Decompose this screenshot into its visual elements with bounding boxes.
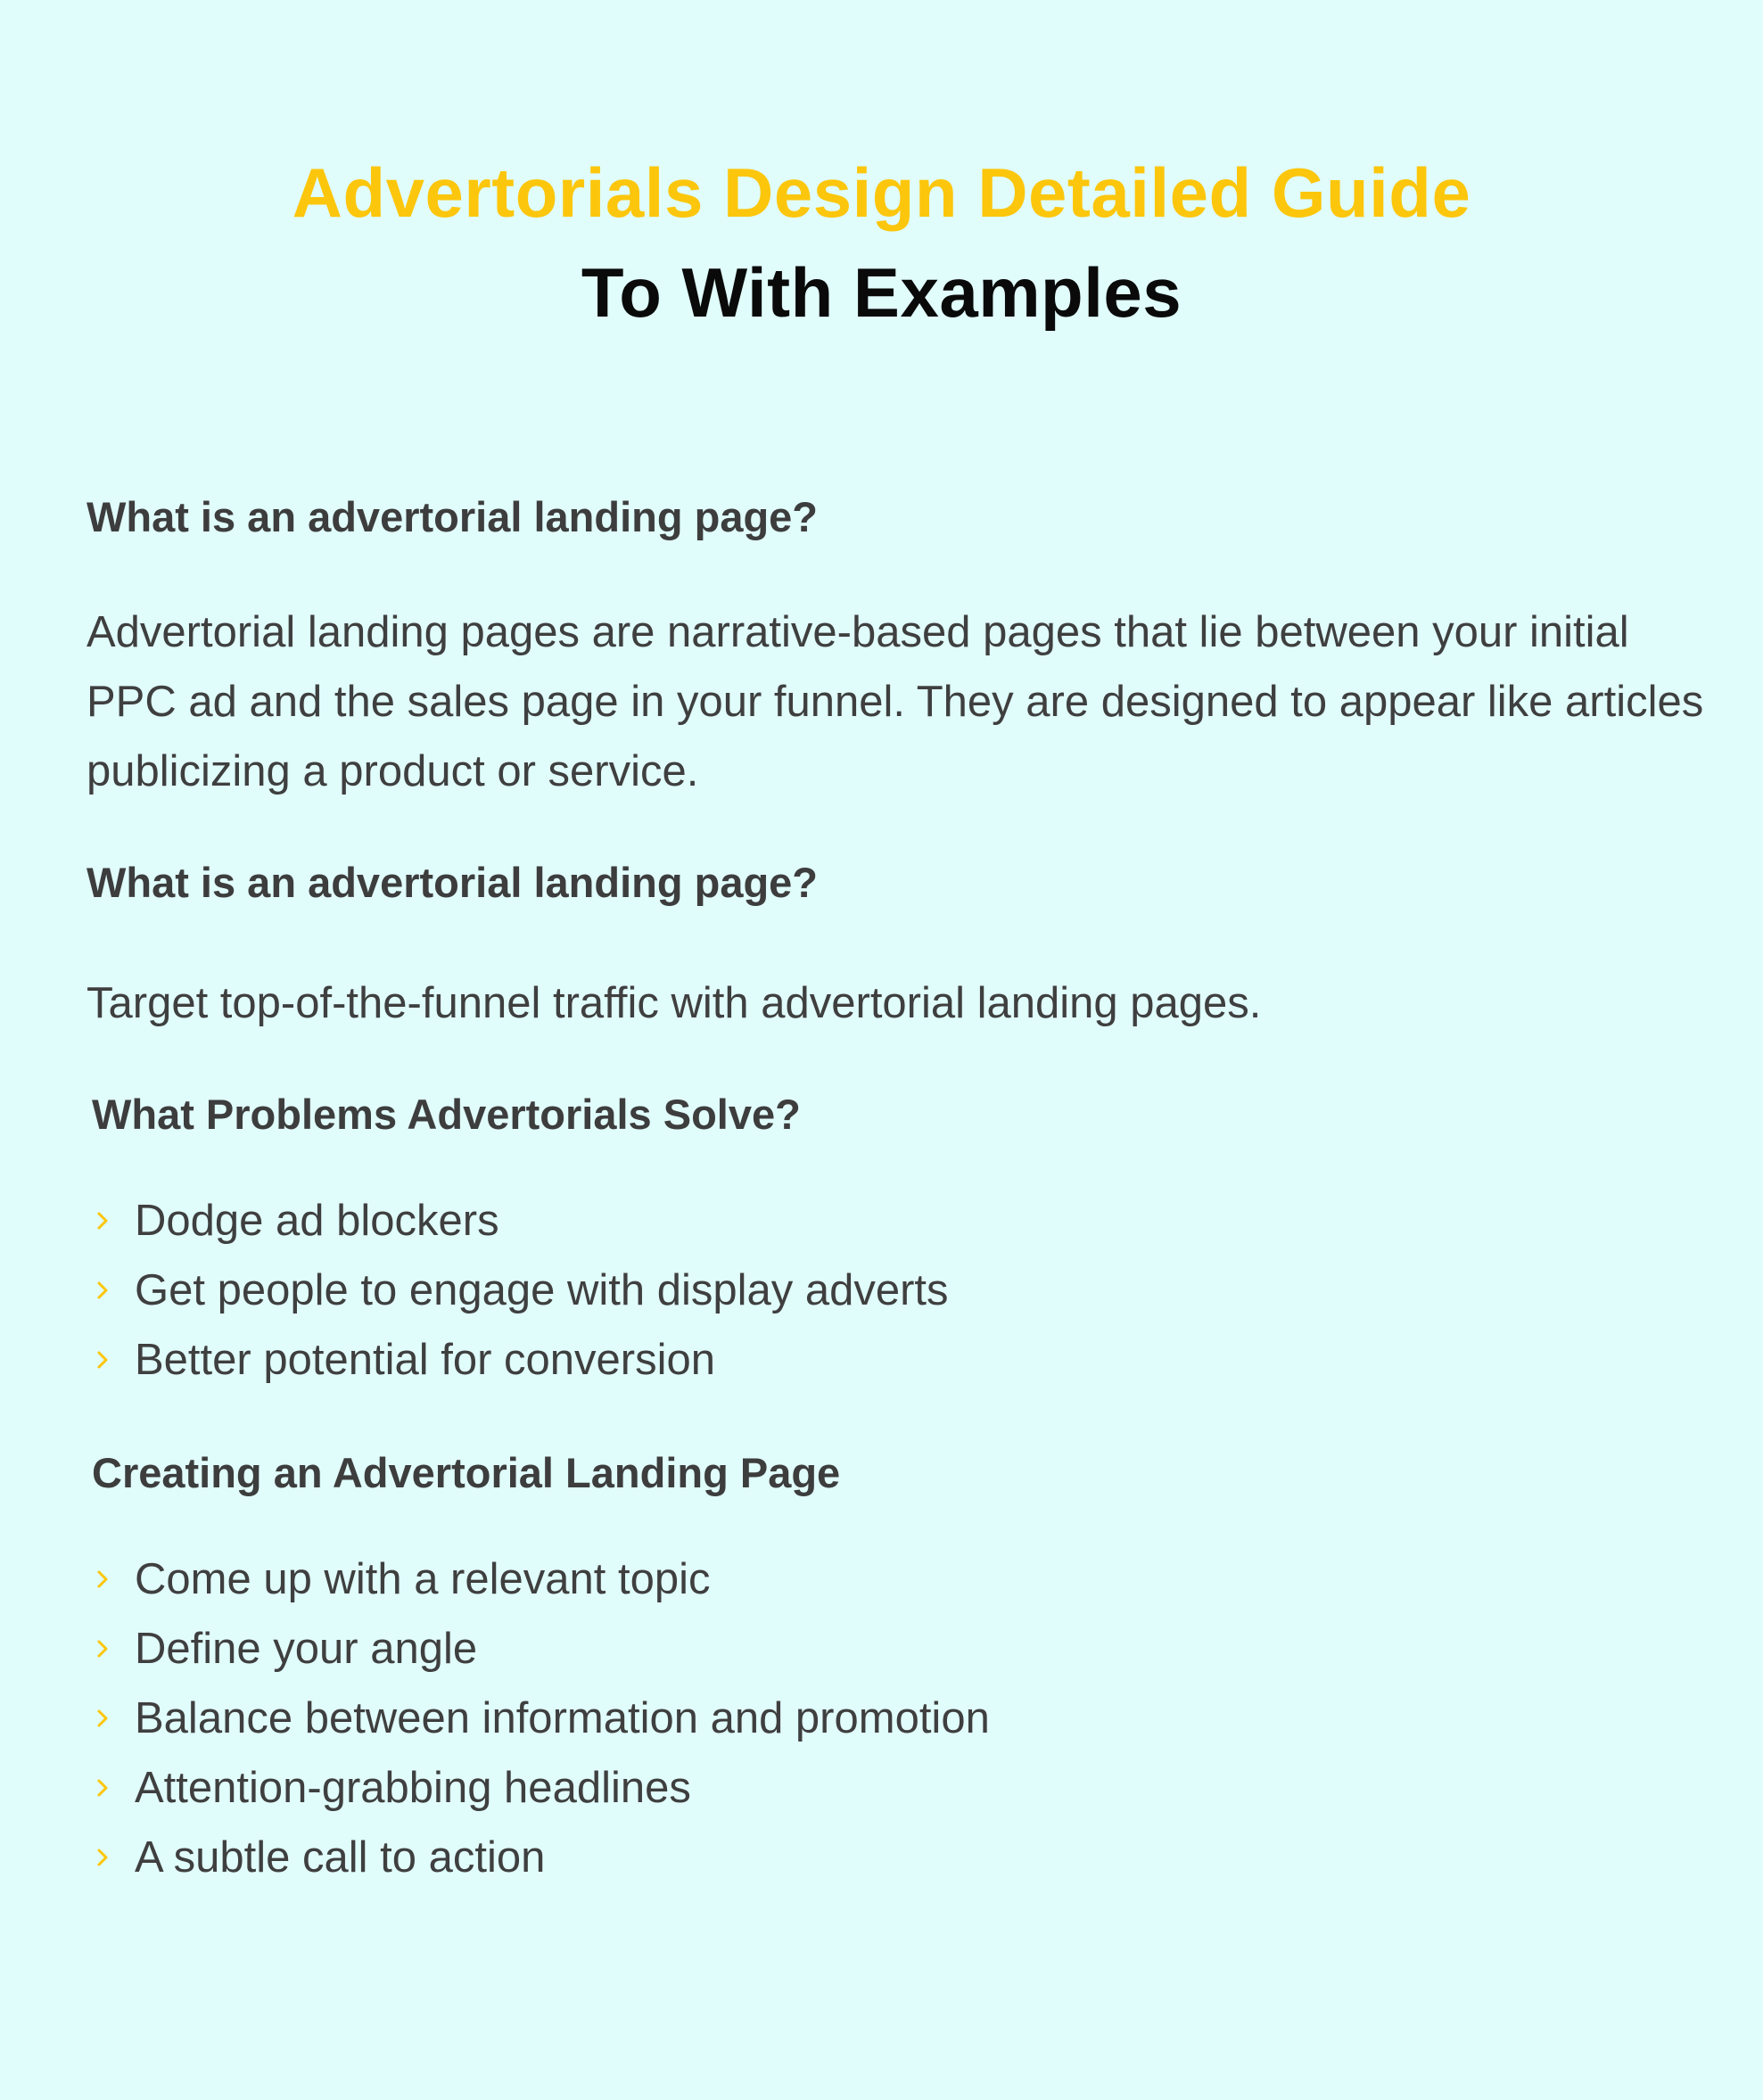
list-item xyxy=(87,1186,1709,1256)
list-item-label: Balance between information and promotion xyxy=(135,1694,990,1742)
list-item xyxy=(87,1544,1709,1614)
list-item xyxy=(87,1753,1709,1823)
chevron-right-icon xyxy=(92,1777,113,1799)
list-item-label: Attention-grabbing headlines xyxy=(135,1764,691,1812)
list-item xyxy=(87,1684,1709,1753)
chevron-right-icon xyxy=(92,1569,113,1590)
list-item-label: Get people to engage with display adverts xyxy=(135,1266,949,1314)
list-item xyxy=(87,1325,1709,1395)
list-item-label: Define your angle xyxy=(135,1625,478,1673)
title-block xyxy=(0,143,1763,342)
list-item xyxy=(87,1614,1709,1684)
creating-list xyxy=(87,1544,1709,1892)
list-item-label: Better potential for conversion xyxy=(135,1336,715,1384)
section-heading: What is an advertorial landing page? xyxy=(87,859,819,906)
section-heading: Creating an Advertorial Landing Page xyxy=(92,1449,841,1496)
list-item xyxy=(87,1823,1709,1892)
section-heading: What is an advertorial landing page? xyxy=(87,493,819,540)
list-item xyxy=(87,1256,1709,1325)
page-subtitle: To With Examples xyxy=(581,253,1182,332)
section-heading: What Problems Advertorials Solve? xyxy=(92,1091,801,1138)
list-item-label: Dodge ad blockers xyxy=(135,1197,499,1245)
chevron-right-icon xyxy=(92,1847,113,1868)
list-item-label: A subtle call to action xyxy=(135,1833,546,1882)
section-paragraph: Advertorial landing pages are narrative-based pages that lie between your initial PPC ad and the sales page in your funnel. They are designed to appear like articles publicizing a product or service. xyxy=(87,608,1704,795)
chevron-right-icon xyxy=(92,1210,113,1231)
list-item-label: Come up with a relevant topic xyxy=(135,1555,711,1603)
chevron-right-icon xyxy=(92,1280,113,1301)
problems-list xyxy=(87,1186,1709,1395)
page-title: Advertorials Design Detailed Guide xyxy=(292,153,1471,232)
section-paragraph: Target top-of-the-funnel traffic with advertorial landing pages. xyxy=(87,979,1262,1027)
chevron-right-icon xyxy=(92,1349,113,1371)
chevron-right-icon xyxy=(92,1638,113,1659)
chevron-right-icon xyxy=(92,1708,113,1729)
content xyxy=(87,482,1709,1892)
